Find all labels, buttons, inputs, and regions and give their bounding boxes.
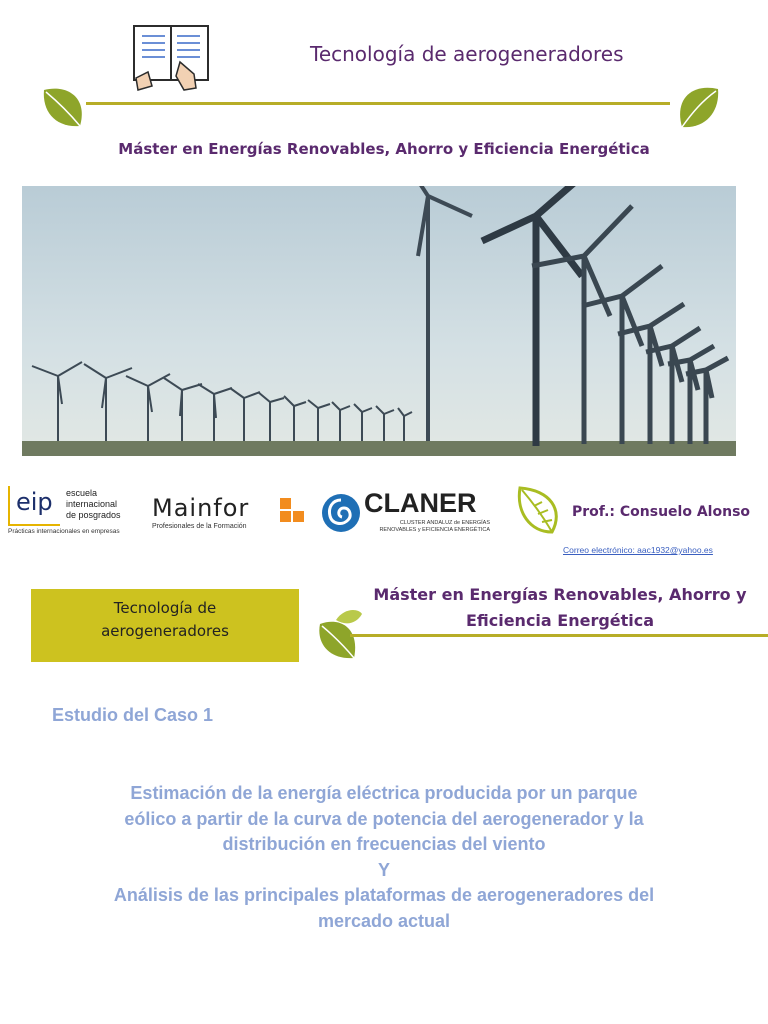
header-divider (86, 102, 670, 105)
email-link[interactable]: Correo electrónico: aac1932@yahoo.es (563, 545, 713, 555)
description-line: distribución en frecuencias del viento (222, 834, 546, 854)
band-divider (350, 634, 768, 637)
eip-logo (8, 486, 128, 540)
eip-name-line: escuela (66, 488, 98, 498)
professor-label: Prof.: Consuelo Alonso (572, 504, 751, 520)
band-master-line: Máster en Energías Renovables, Ahorro y (373, 585, 747, 604)
claner-tagline: CLUSTER ANDALUZ de ENERGÍAS RENOVABLES y EFICIENCIA ENERGÉTICA (379, 520, 490, 533)
eip-name (66, 488, 130, 521)
eip-name-line: internacional (66, 499, 118, 509)
eip-tagline: Prácticas internacionales en empresas (8, 528, 120, 535)
mainfor-logo (152, 494, 304, 534)
leaf-icon (666, 75, 724, 133)
description-line: eólico a partir de la curva de potencia del aerogenerador y la (124, 808, 644, 829)
case-title: Estudio del Caso 1 (52, 705, 214, 725)
description-line: Estimación de la energía eléctrica producida por un parque (130, 783, 638, 803)
course-box-text (31, 597, 299, 643)
eip-name-line: de posgrados (66, 510, 121, 520)
claner-logo (320, 488, 490, 536)
description-line: mercado actual (317, 910, 451, 931)
header-title: Tecnología de aerogeneradores (310, 42, 624, 66)
description-line: Y (377, 859, 390, 880)
course-box (31, 589, 299, 662)
mainfor-wordmark: Mainfor (152, 494, 250, 522)
band-master-line: Eficiencia Energética (465, 611, 655, 630)
eip-mark-text: eip (16, 488, 53, 516)
master-title: Máster en Energías Renovables, Ahorro y Eficiencia Energética (118, 140, 650, 158)
band-master-title (360, 582, 760, 634)
leaf-icon (38, 78, 94, 134)
description-line: Análisis de las principales plataformas de aerogeneradores del (113, 885, 655, 905)
leaf-outline-icon (512, 482, 568, 538)
case-description (40, 781, 728, 934)
open-book-icon (130, 22, 212, 92)
mainfor-squares-icon (280, 498, 304, 522)
mainfor-tagline: Profesionales de la Formación (152, 523, 247, 530)
claner-wordmark: CLANER (364, 488, 477, 518)
wind-farm-photo (22, 186, 736, 456)
course-box-line: Tecnología de (113, 599, 217, 617)
course-box-line: aerogeneradores (101, 622, 229, 640)
claner-swirl-icon (320, 492, 362, 534)
